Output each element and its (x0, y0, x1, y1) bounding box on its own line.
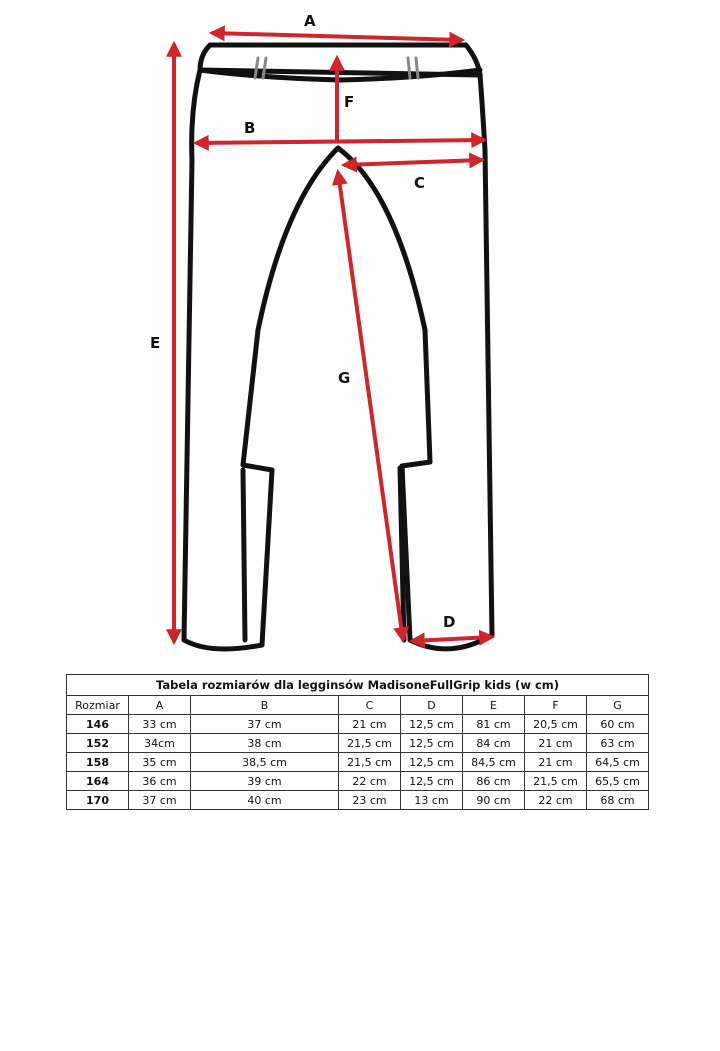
cell: 21,5 cm (339, 753, 401, 772)
table-title: Tabela rozmiarów dla legginsów MadisoneFullGrip kids (w cm) (66, 674, 649, 695)
cell: 22 cm (339, 772, 401, 791)
cell: 84,5 cm (463, 753, 525, 772)
cell: 35 cm (129, 753, 191, 772)
header-size: Rozmiar (67, 696, 129, 715)
table-row (67, 772, 649, 791)
arrow-c (344, 160, 482, 165)
cell: 21 cm (525, 753, 587, 772)
cell: 64,5 cm (587, 753, 649, 772)
cell: 21 cm (525, 734, 587, 753)
size-cell: 164 (67, 772, 129, 791)
size-cell: 152 (67, 734, 129, 753)
cell: 40 cm (191, 791, 339, 810)
cell: 65,5 cm (587, 772, 649, 791)
cell: 23 cm (339, 791, 401, 810)
label-a: A (304, 12, 316, 30)
cell: 36 cm (129, 772, 191, 791)
label-c: C (414, 174, 426, 192)
cell: 22 cm (525, 791, 587, 810)
header-g: G (587, 696, 649, 715)
arrow-a (212, 33, 462, 40)
size-cell: 170 (67, 791, 129, 810)
cell: 60 cm (587, 715, 649, 734)
cell: 63 cm (587, 734, 649, 753)
label-e: E (150, 334, 161, 352)
cell: 84 cm (463, 734, 525, 753)
cell: 21 cm (339, 715, 401, 734)
cell: 37 cm (191, 715, 339, 734)
cell: 68 cm (587, 791, 649, 810)
cell: 21,5 cm (339, 734, 401, 753)
header-a: A (129, 696, 191, 715)
measurement-arrows (174, 33, 492, 642)
cell: 38,5 cm (191, 753, 339, 772)
cell: 12,5 cm (401, 753, 463, 772)
cell: 86 cm (463, 772, 525, 791)
cell: 21,5 cm (525, 772, 587, 791)
header-c: C (339, 696, 401, 715)
header-e: E (463, 696, 525, 715)
header-d: D (401, 696, 463, 715)
table-row (67, 734, 649, 753)
table-row (67, 791, 649, 810)
size-chart-table (66, 674, 649, 810)
size-cell: 146 (67, 715, 129, 734)
table-row (67, 753, 649, 772)
header-f: F (525, 696, 587, 715)
cell: 34cm (129, 734, 191, 753)
cell: 20,5 cm (525, 715, 587, 734)
cell: 12,5 cm (401, 715, 463, 734)
cell: 81 cm (463, 715, 525, 734)
cell: 13 cm (401, 791, 463, 810)
label-f: F (344, 93, 355, 111)
cell: 37 cm (129, 791, 191, 810)
cell: 39 cm (191, 772, 339, 791)
cell: 12,5 cm (401, 772, 463, 791)
cell: 38 cm (191, 734, 339, 753)
cell: 90 cm (463, 791, 525, 810)
arrow-b (196, 140, 484, 143)
label-g: G (338, 369, 351, 387)
header-b: B (191, 696, 339, 715)
cell: 12,5 cm (401, 734, 463, 753)
table-row (67, 715, 649, 734)
cell: 33 cm (129, 715, 191, 734)
label-b: B (244, 119, 256, 137)
size-cell: 158 (67, 753, 129, 772)
arrow-g (338, 172, 403, 640)
table-header-row (67, 696, 649, 715)
label-d: D (443, 613, 456, 631)
